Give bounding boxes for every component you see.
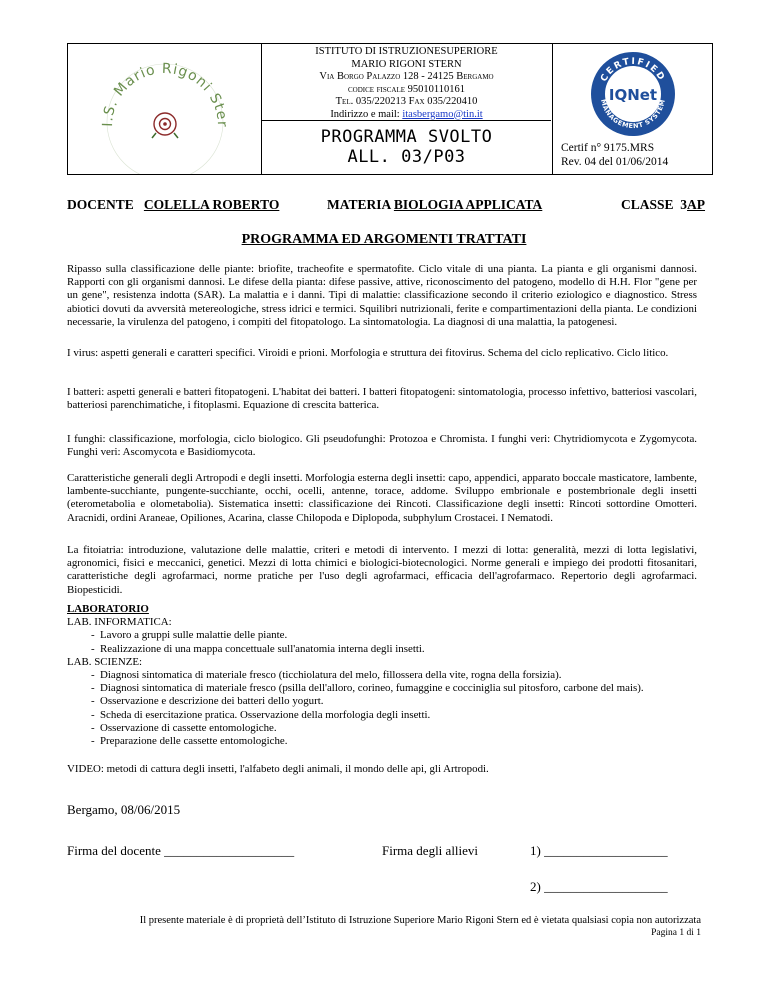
date-line: Bergamo, 08/06/2015 xyxy=(67,802,181,817)
certification-cell xyxy=(552,44,713,174)
list-item: - Osservazione di cassette entomologiche. xyxy=(91,721,277,734)
email-link[interactable]: itasbergamo@tin.it xyxy=(402,108,483,120)
subject-label: MATERIA xyxy=(327,197,391,212)
list-item: - Lavoro a gruppi sulle malattie delle piante. xyxy=(91,629,288,642)
paragraph: La fitoiatria: introduzione, valutazione delle malattie, criteri e metodi di intervento. I mezzi di lotta: generalità, mezzi di lotta legislativi, agronomici, fisici e meccanici, genetici. Mezzi di lotta chimici e biologici-biotecnologici. Norme generali e impiego dei prodotti fitosanitari, caratteristiche degli agrofarmaci, norme pratiche per l'uso degli agrofarmaci, efficacia dell'agrofarmaco. Repertorio degli agrofarmaci. Biopesticidi. xyxy=(67,544,697,596)
list-item: - Scheda di esercitazione pratica. Osservazione della morfologia degli insetti. xyxy=(91,708,431,721)
paragraph: Caratteristiche generali degli Artropodi e degli insetti. Morfologia esterna degli insetti: capo, appendici, apparato boccale masticatore, lambente, lambente-succhiante, pungente-succhiante, occhi, ocelli, antenne, torace, addome. Sviluppo embrionale e postembrionale degli insetti (eterometabolia e olometabolia). Sistematica insetti: classificazione dei Rincoti. Classificazione degli insetti: Rincoti sottordine Omotteri. Aracnidi, ordini Araneae, Opiliones, Acarina, classe Chilopoda e Diplopoda, subphylum Crostacei. I Nematodi. xyxy=(67,472,697,524)
class-label: CLASSE xyxy=(621,197,674,212)
email-label: Indirizzo e mail: xyxy=(330,108,403,120)
school-logo xyxy=(68,44,261,174)
page-number: Pagina 1 di 1 xyxy=(651,928,701,938)
institute-info xyxy=(262,46,551,121)
institute-cf: codice fiscale 95010110161 xyxy=(347,83,466,95)
badge-top-text: CERTIFIED xyxy=(599,56,667,84)
cert-number: Certif n° 9175.MRS xyxy=(561,142,655,154)
paragraph: I batteri: aspetti generali e batteri fitopatogeni. L'habitat dei batteri. I batteri fitopatogeni: sintomatologia, processo infettivo, batteriosi vascolari, batteriosi parenchimatiche, i fitoplasmi. Equazione di crescita batterica. xyxy=(67,386,697,412)
subject-field xyxy=(327,197,542,213)
iqnet-badge xyxy=(553,44,713,140)
school-logo-cell xyxy=(68,44,262,174)
header-box xyxy=(67,43,713,175)
student-signature-2: 2) ___________________ xyxy=(530,879,668,894)
institute-phone: Tel. 035/220213 Fax 035/220410 xyxy=(335,96,478,107)
document-title xyxy=(262,127,551,167)
list-item: - Preparazione delle cassette entomologiche. xyxy=(91,735,288,748)
rose-icon xyxy=(152,113,178,138)
class-section: AP xyxy=(687,197,706,212)
institute-cell xyxy=(262,44,551,174)
students-signature-label: Firma degli allievi xyxy=(382,843,479,858)
footer xyxy=(67,914,701,940)
class-field xyxy=(621,197,705,213)
class-number: 3 xyxy=(680,197,688,212)
list-item: - Diagnosi sintomatica di materiale fresco (ticchiolatura del melo, fillossera della vite, rogna della forsizia). xyxy=(91,669,562,682)
teacher-signature: Firma del docente ____________________ xyxy=(67,843,295,858)
institute-line2: MARIO RIGONI STERN xyxy=(351,58,462,70)
badge-mid-text: IQNet xyxy=(608,86,658,104)
institute-line1: ISTITUTO DI ISTRUZIONESUPERIORE xyxy=(315,46,498,57)
teacher-field xyxy=(67,197,279,213)
section-title: PROGRAMMA ED ARGOMENTI TRATTATI xyxy=(241,232,527,247)
badge-bottom-text: MANAGEMENT SYSTEM xyxy=(599,98,667,131)
teacher-name: COLELLA ROBERTO xyxy=(143,197,280,212)
paragraph: Ripasso sulla classificazione delle piante: briofite, tracheofite e spermatofite. Ciclo vitale di una pianta. La pianta e gli organismi dannosi. Rapporti con gli organismi dannosi. Le difese della pianta: difese passive, attive, riconoscimento del patogeno, modello di H.H. Flor "gene per un gene", resistenza indotta (SAR). La malattia e i danni. Tipi di malattie: classificazione secondo il criterio eziologico e diagnostico. Stress abiotici dovuti da avversità metereologiche, stress idrici e termici. Squilibri nutrizionali, ferite e compartimentazioni della pianta. Le condizioni necessarie, la virulenza del patogeno, i compiti del fitopatologo. La sintomatologia. La diagnosi di una malattia, la patogenesi. xyxy=(67,263,697,328)
subject-name: BIOLOGIA APPLICATA xyxy=(393,197,543,212)
cert-revision: Rev. 04 del 01/06/2014 xyxy=(561,156,669,168)
laboratory-section xyxy=(67,603,701,748)
lab-title: LABORATORIO xyxy=(67,603,149,615)
list-item: - Realizzazione di una mappa concettuale sull'anatomia interna degli insetti. xyxy=(91,642,425,655)
lab-informatica-label: LAB. INFORMATICA: xyxy=(67,616,172,629)
document-title-line2: ALL. 03/P03 xyxy=(347,147,466,167)
list-item: - Osservazione e descrizione dei batteri dello yogurt. xyxy=(91,695,324,708)
institute-address: Via Borgo Palazzo 128 - 24125 Bergamo xyxy=(319,71,494,82)
video-line: VIDEO: metodi di cattura degli insetti, l'alfabeto degli animali, il mondo delle api, gli Artropodi. xyxy=(67,763,489,775)
logo-text: I.S. Mario Rigoni Ster xyxy=(99,60,231,128)
paragraph: I virus: aspetti generali e caratteri specifici. Viroidi e prioni. Morfologia e struttura dei fitovirus. Schema del ciclo replicativo. Ciclo litico. xyxy=(67,347,669,359)
paragraph: I funghi: classificazione, morfologia, ciclo biologico. Gli pseudofunghi: Protozoa e Chromista. I funghi veri: Chytridiomycota e Zygomycota. Funghi veri: Ascomycota e Basidiomycota. xyxy=(67,433,697,459)
student-signature-1: 1) ___________________ xyxy=(530,843,668,858)
document-title-line1: PROGRAMMA SVOLTO xyxy=(320,127,493,147)
certification-text xyxy=(561,141,668,169)
header-divider xyxy=(262,120,551,121)
svg-text:I.I.S. Mario Rigoni Stern xyxy=(68,44,230,128)
list-item: - Diagnosi sintomatica di materiale fresco (psilla dell'alloro, corineo, fumaggine e cocciniglia sul pitosforo, carbone del mais). xyxy=(91,682,644,695)
footer-notice: Il presente materiale è di proprietà dell’Istituto di Istruzione Superiore Mario Rigoni Stern ed è vietata qualsiasi copia non autorizzata xyxy=(139,915,701,926)
teacher-label: DOCENTE xyxy=(67,197,134,212)
lab-scienze-label: LAB. SCIENZE: xyxy=(67,655,143,668)
